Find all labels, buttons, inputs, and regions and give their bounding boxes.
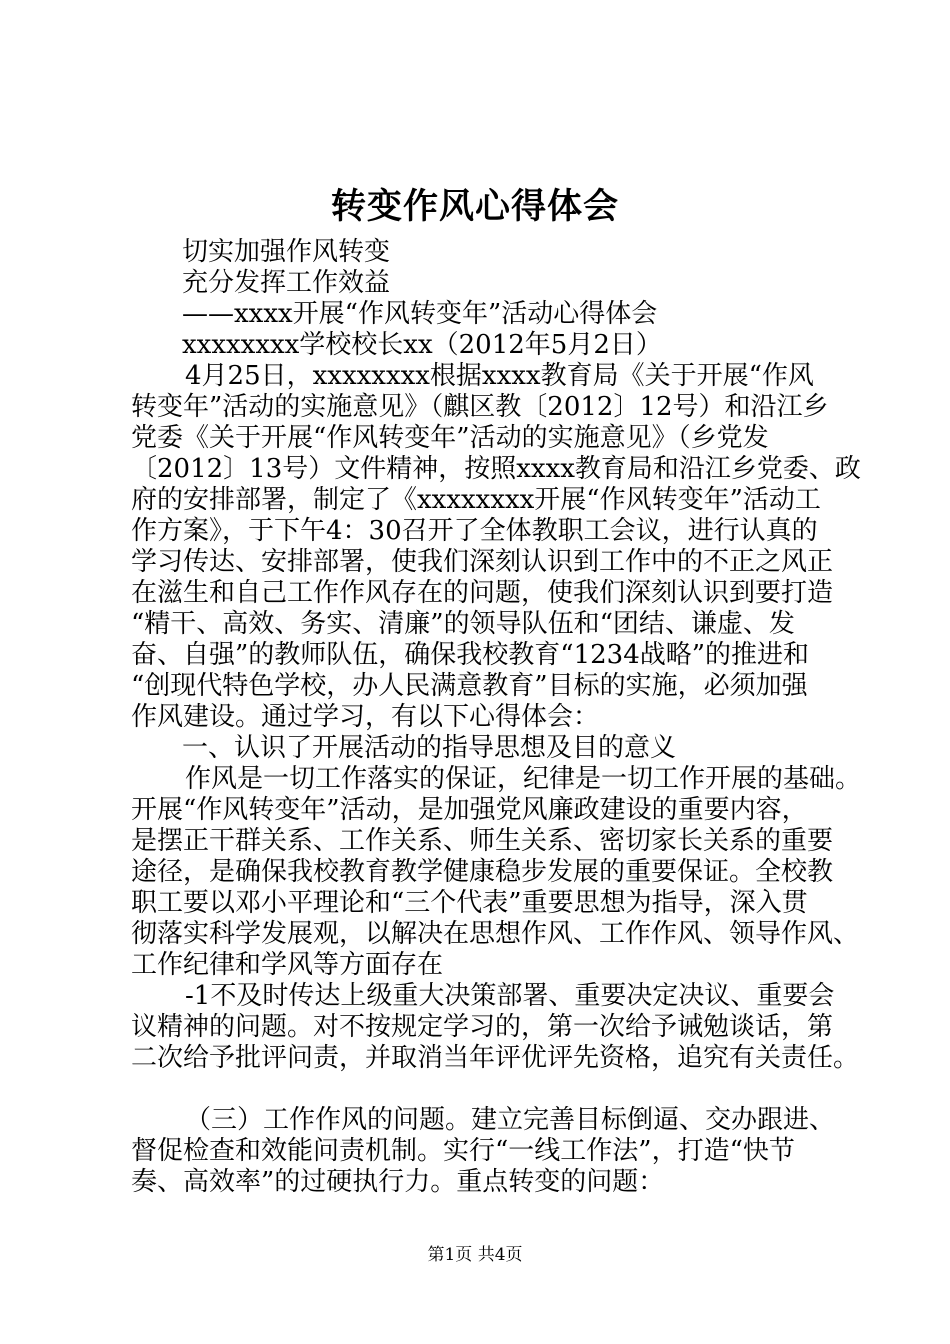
paragraph-line: 彻落实科学发展观，以解决在思想作风、工作作风、领导作风、 <box>131 919 860 949</box>
paragraph-line: 作风是一切工作落实的保证，纪律是一切工作开展的基础。 <box>185 764 862 794</box>
paragraph-line: 是摆正干群关系、工作关系、师生关系、密切家长关系的重要 <box>131 826 834 856</box>
document-title: 转变作风心得体会 <box>330 187 619 227</box>
paragraph-line: 作风建设。通过学习，有以下心得体会： <box>131 702 600 732</box>
page-number-footer: 第1页 共4页 <box>427 1245 523 1265</box>
paragraph-line: 在滋生和自己工作作风存在的问题，使我们深刻认识到要打造 <box>131 578 834 608</box>
header-line: 切实加强作风转变 <box>182 237 391 267</box>
section-heading: 一、认识了开展活动的指导思想及目的意义 <box>182 733 677 763</box>
paragraph-line: 党委《关于开展“作风转变年”活动的实施意见》（乡党发 <box>131 423 769 453</box>
author-date-line: xxxxxxxx学校校长xx（2012年5月2日） <box>182 330 662 360</box>
paragraph-line: （三）工作作风的问题。建立完善目标倒逼、交办跟进、 <box>185 1105 836 1135</box>
header-line: ——xxxx开展“作风转变年”活动心得体会 <box>182 299 658 329</box>
paragraph-line: 议精神的问题。对不按规定学习的，第一次给予诫勉谈话，第 <box>131 1012 834 1042</box>
paragraph-line: “精干、高效、务实、清廉”的领导队伍和“团结、谦虚、发 <box>131 609 795 639</box>
paragraph-line: 〔2012〕13号）文件精神，按照xxxx教育局和沿江乡党委、政 <box>131 454 861 484</box>
paragraph-line: 开展“作风转变年”活动，是加强党风廉政建设的重要内容， <box>131 795 808 825</box>
paragraph-line: 奏、高效率”的过硬执行力。重点转变的问题： <box>131 1167 665 1197</box>
paragraph-line: 转变年”活动的实施意见》（麒区教〔2012〕12号）和沿江乡 <box>131 392 829 422</box>
paragraph-line: 4月25日，xxxxxxxx根据xxxx教育局《关于开展“作风 <box>185 361 814 391</box>
paragraph-line: 途径，是确保我校教育教学健康稳步发展的重要保证。全校教 <box>131 857 834 887</box>
paragraph-line: -1不及时传达上级重大决策部署、重要决定决议、重要会 <box>185 981 835 1011</box>
paragraph-line: 学习传达、安排部署，使我们深刻认识到工作中的不正之风正 <box>131 547 834 577</box>
header-line: 充分发挥工作效益 <box>182 268 391 298</box>
paragraph-line: “创现代特色学校，办人民满意教育”目标的实施，必须加强 <box>131 671 808 701</box>
paragraph-line: 二次给予批评问责，并取消当年评优评先资格，追究有关责任。 <box>131 1043 860 1073</box>
paragraph-line: 工作纪律和学风等方面存在 <box>131 950 444 980</box>
paragraph-line: 职工要以邓小平理论和“三个代表”重要思想为指导，深入贯 <box>131 888 808 918</box>
paragraph-line: 奋、自强”的教师队伍，确保我校教育“1234战略”的推进和 <box>131 640 810 670</box>
paragraph-line: 府的安排部署，制定了《xxxxxxxx开展“作风转变年”活动工 <box>131 485 821 515</box>
paragraph-line: 作方案》，于下午4：30召开了全体教职工会议，进行认真的 <box>131 516 818 546</box>
paragraph-line: 督促检查和效能问责机制。实行“一线工作法”，打造“快节 <box>131 1136 795 1166</box>
